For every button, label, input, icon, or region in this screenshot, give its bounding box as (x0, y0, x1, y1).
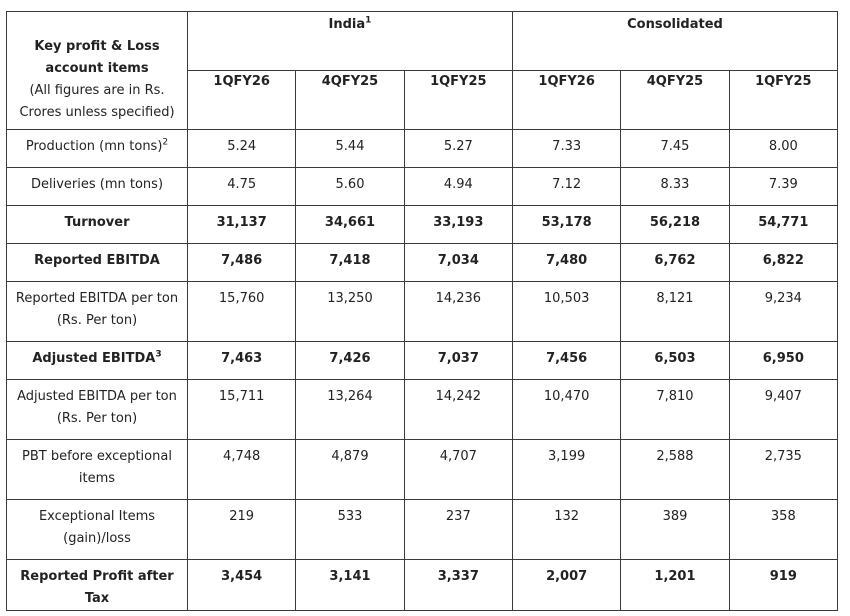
value-cell: 3,337 (404, 560, 512, 611)
value-cell: 7,463 (188, 342, 296, 380)
value-cell: 4.75 (188, 168, 296, 206)
row-label: Adjusted EBITDA per ton (Rs. Per ton) (7, 380, 188, 440)
value-cell: 3,199 (512, 440, 620, 500)
table-row (7, 560, 838, 611)
key-note: (All figures are in Rs. Crores unless specified) (19, 83, 175, 120)
value-cell: 15,760 (188, 282, 296, 342)
value-cell: 9,407 (729, 380, 837, 440)
value-cell: 5.60 (296, 168, 404, 206)
row-label: Reported Profit after Tax (7, 560, 188, 611)
value-cell: 389 (621, 500, 729, 560)
value-cell: 1,201 (621, 560, 729, 611)
value-cell: 13,264 (296, 380, 404, 440)
table-row (7, 342, 838, 380)
value-cell: 7.33 (512, 130, 620, 168)
key-header-cell (7, 12, 188, 130)
table-row (7, 206, 838, 244)
value-cell: 4.94 (404, 168, 512, 206)
value-cell: 5.24 (188, 130, 296, 168)
row-label: Reported EBITDA (7, 244, 188, 282)
value-cell: 7,480 (512, 244, 620, 282)
table-row (7, 168, 838, 206)
group-header-row (7, 12, 838, 71)
value-cell: 7,810 (621, 380, 729, 440)
group-india: India$^1$ (188, 12, 513, 71)
value-cell: 132 (512, 500, 620, 560)
value-cell: 10,503 (512, 282, 620, 342)
pnl-table (6, 11, 838, 611)
value-cell: 219 (188, 500, 296, 560)
period-header: 1QFY26 (188, 71, 296, 130)
value-cell: 56,218 (621, 206, 729, 244)
value-cell: 3,141 (296, 560, 404, 611)
period-header: 4QFY25 (296, 71, 404, 130)
value-cell: 6,950 (729, 342, 837, 380)
value-cell: 4,748 (188, 440, 296, 500)
value-cell: 34,661 (296, 206, 404, 244)
value-cell: 7,486 (188, 244, 296, 282)
value-cell: 7.39 (729, 168, 837, 206)
row-label: Reported EBITDA per ton (Rs. Per ton) (7, 282, 188, 342)
table-row (7, 440, 838, 500)
table-row (7, 500, 838, 560)
value-cell: 9,234 (729, 282, 837, 342)
row-label: PBT before exceptional items (7, 440, 188, 500)
value-cell: 5.27 (404, 130, 512, 168)
table-row (7, 244, 838, 282)
value-cell: 5.44 (296, 130, 404, 168)
value-cell: 3,454 (188, 560, 296, 611)
value-cell: 6,762 (621, 244, 729, 282)
period-header: 1QFY25 (729, 71, 837, 130)
value-cell: 533 (296, 500, 404, 560)
group-consolidated: Consolidated (512, 12, 837, 71)
row-label: Turnover (7, 206, 188, 244)
value-cell: 6,503 (621, 342, 729, 380)
value-cell: 10,470 (512, 380, 620, 440)
value-cell: 8.33 (621, 168, 729, 206)
footnote-marker: 3 (155, 349, 162, 360)
period-header: 1QFY26 (512, 71, 620, 130)
value-cell: 2,735 (729, 440, 837, 500)
value-cell: 13,250 (296, 282, 404, 342)
value-cell: 7,456 (512, 342, 620, 380)
row-label: Deliveries (mn tons) (7, 168, 188, 206)
value-cell: 2,007 (512, 560, 620, 611)
value-cell: 7.45 (621, 130, 729, 168)
value-cell: 8.00 (729, 130, 837, 168)
value-cell: 919 (729, 560, 837, 611)
value-cell: 7,034 (404, 244, 512, 282)
table-row (7, 130, 838, 168)
value-cell: 4,707 (404, 440, 512, 500)
value-cell: 14,242 (404, 380, 512, 440)
value-cell: 7,037 (404, 342, 512, 380)
row-label: Production (mn tons)$^2$ (7, 130, 188, 168)
period-header: 1QFY25 (404, 71, 512, 130)
value-cell: 53,178 (512, 206, 620, 244)
value-cell: 7,418 (296, 244, 404, 282)
value-cell: 237 (404, 500, 512, 560)
value-cell: 8,121 (621, 282, 729, 342)
value-cell: 15,711 (188, 380, 296, 440)
value-cell: 2,588 (621, 440, 729, 500)
value-cell: 6,822 (729, 244, 837, 282)
value-cell: 7,426 (296, 342, 404, 380)
value-cell: 33,193 (404, 206, 512, 244)
table-row (7, 380, 838, 440)
footnote-marker: 2 (162, 137, 169, 148)
row-label: Adjusted EBITDA$^3$ (7, 342, 188, 380)
value-cell: 4,879 (296, 440, 404, 500)
value-cell: 7.12 (512, 168, 620, 206)
value-cell: 358 (729, 500, 837, 560)
table-row (7, 282, 838, 342)
value-cell: 14,236 (404, 282, 512, 342)
value-cell: 54,771 (729, 206, 837, 244)
value-cell: 31,137 (188, 206, 296, 244)
india-footnote-marker: 1 (365, 15, 372, 26)
key-title: Key profit & Loss account items (34, 39, 160, 76)
period-header: 4QFY25 (621, 71, 729, 130)
row-label: Exceptional Items (gain)/loss (7, 500, 188, 560)
